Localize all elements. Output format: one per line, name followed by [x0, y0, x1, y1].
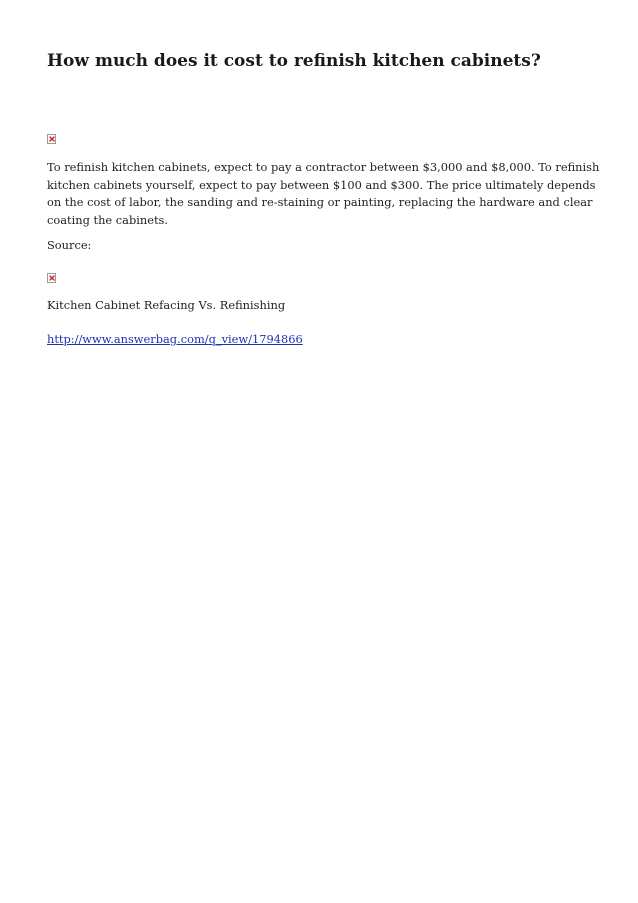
broken-image-icon [47, 134, 56, 144]
broken-image-icon [47, 273, 56, 283]
answer-paragraph: To refinish kitchen cabinets, expect to pay a contractor between $3,000 and $8,000. To refinish kitchen cabinets yourself, expect to pay between $100 and $300. The price ultimately depends on the cost of labor, the sanding and re-staining or painting, replacing the hardware and clear coating the cabinets. [47, 160, 600, 227]
source-title: Kitchen Cabinet Refacing Vs. Refinishing [47, 298, 286, 312]
source-label: Source: [47, 238, 92, 252]
page-title: How much does it cost to refinish kitchen cabinets? [47, 51, 541, 71]
source-link[interactable]: http://www.answerbag.com/q_view/1794866 [47, 332, 303, 346]
